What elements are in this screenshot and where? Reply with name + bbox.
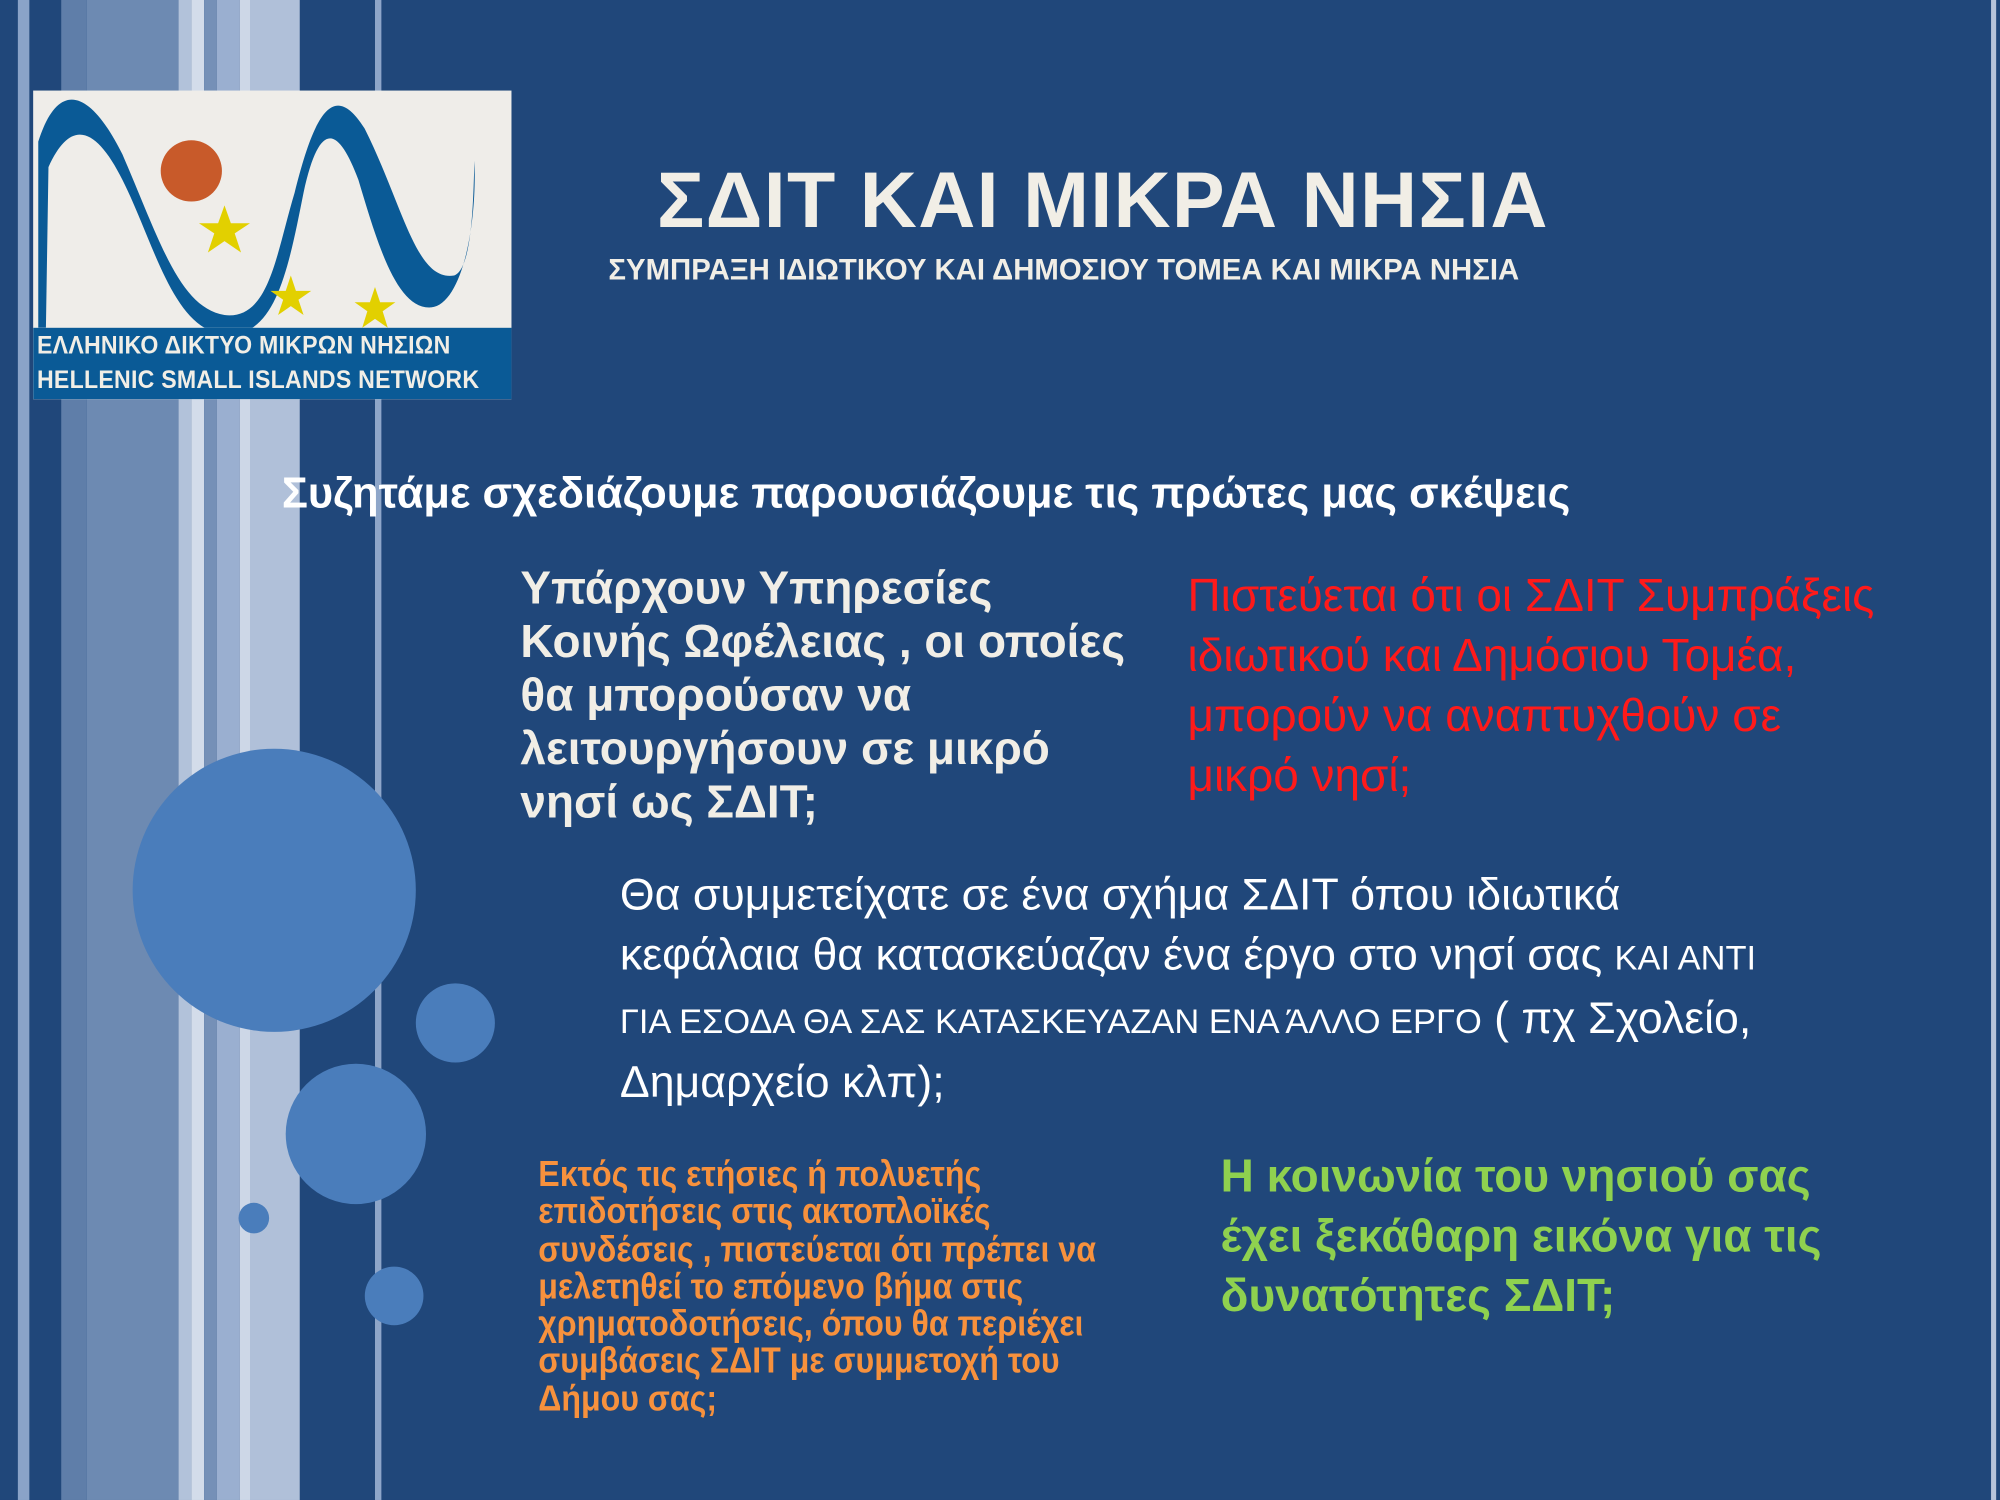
text-line: λειτουργήσουν σε μικρό bbox=[520, 721, 1050, 775]
text-line: Η κοινωνία του νησιού σας bbox=[1220, 1149, 1811, 1202]
text-run-caps: ΚΑΙ ΑΝΤΙ bbox=[1614, 938, 1757, 978]
text-run: κεφάλαια θα κατασκεύαζαν ένα έργο στο νησί σας bbox=[619, 929, 1615, 980]
decor-circle bbox=[286, 1064, 426, 1204]
decor-circle bbox=[133, 749, 416, 1032]
text-line: χρηματοδοτήσεις, όπου θα περιέχει bbox=[538, 1303, 1084, 1344]
text-line: Πιστεύεται ότι οι ΣΔΙΤ Συμπράξεις bbox=[1187, 568, 1875, 622]
question-services bbox=[520, 561, 1125, 829]
text-line: νησί ως ΣΔΙΤ; bbox=[520, 775, 818, 828]
logo-text-greek: ΕΛΛΗΝΙΚΟ ΔΙΚΤΥΟ ΜΙΚΡΩΝ ΝΗΣΙΩΝ bbox=[36, 331, 451, 360]
logo-text-english: HELLENIC SMALL ISLANDS NETWORK bbox=[36, 366, 480, 395]
text-line: μελετηθεί το επόμενο βήμα στις bbox=[538, 1266, 1024, 1306]
question-community bbox=[1221, 1145, 1822, 1325]
text-line: συμβάσεις ΣΔΙΤ με συμμετοχή του bbox=[538, 1341, 1060, 1381]
text-line: Δήμου σας; bbox=[538, 1378, 718, 1419]
logo-band bbox=[33, 328, 511, 399]
stripe bbox=[18, 0, 29, 1500]
text-line: Εκτός τις ετήσιες ή πολυετής bbox=[538, 1154, 982, 1194]
text-line: μπορούν να αναπτυχθούν σε bbox=[1187, 688, 1782, 742]
text-line: Κοινής Ωφέλειας , οι οποίες bbox=[520, 614, 1126, 668]
text-line: συνδέσεις , πιστεύεται ότι πρέπει να bbox=[538, 1229, 1096, 1269]
text-line: ιδιωτικού και Δημόσιου Τομέα, bbox=[1187, 628, 1797, 682]
question-funding bbox=[538, 1156, 1096, 1418]
hellenic-small-islands-network-logo bbox=[33, 91, 511, 400]
text-line: Υπάρχουν Υπηρεσίες bbox=[520, 561, 993, 614]
text-line: μικρό νησί; bbox=[1187, 748, 1412, 802]
text-line: επιδοτήσεις στις ακτοπλοϊκές bbox=[538, 1191, 991, 1232]
wave-sun-stars-icon bbox=[33, 91, 511, 328]
intro-heading: Συζητάμε σχεδιάζουμε παρουσιάζουμε τις πρώτες μας σκέψεις bbox=[281, 469, 1571, 518]
decor-circle bbox=[416, 983, 495, 1062]
text-line bbox=[620, 925, 1756, 989]
question-participation bbox=[620, 865, 1756, 1112]
text-line bbox=[620, 989, 1756, 1053]
text-line: Δημαρχείο κλπ); bbox=[619, 1057, 945, 1108]
decor-circle bbox=[239, 1203, 270, 1234]
text-run: ( πχ Σχολείο, bbox=[1481, 993, 1752, 1044]
stripe bbox=[1991, 0, 1996, 1500]
page-subtitle: ΣΥΜΠΡΑΞΗ ΙΔΙΩΤΙΚΟΥ ΚΑΙ ΔΗΜΟΣΙΟΥ ΤΟΜΕΑ ΚΑΙ ΜΙΚΡΑ ΝΗΣΙΑ bbox=[608, 252, 1520, 286]
question-ppp-development bbox=[1187, 565, 1874, 805]
text-line: δυνατότητες ΣΔΙΤ; bbox=[1220, 1269, 1616, 1322]
text-line: θα μπορούσαν να bbox=[520, 668, 912, 721]
page-title: ΣΔΙΤ ΚΑΙ ΜΙΚΡΑ ΝΗΣΙΑ bbox=[656, 156, 1549, 245]
text-run-caps: ΓΙΑ ΕΣΟΔΑ ΘΑ ΣΑΣ ΚΑΤΑΣΚΕΥΑΖΑΝ ΕΝΑ ΆΛΛΟ ΕΡΓΟ bbox=[619, 1002, 1482, 1041]
decor-circle bbox=[365, 1267, 424, 1326]
text-line: έχει ξεκάθαρη εικόνα για τις bbox=[1220, 1209, 1822, 1262]
text-line: Θα συμμετείχατε σε ένα σχήμα ΣΔΙΤ όπου ιδιωτικά bbox=[619, 869, 1621, 920]
